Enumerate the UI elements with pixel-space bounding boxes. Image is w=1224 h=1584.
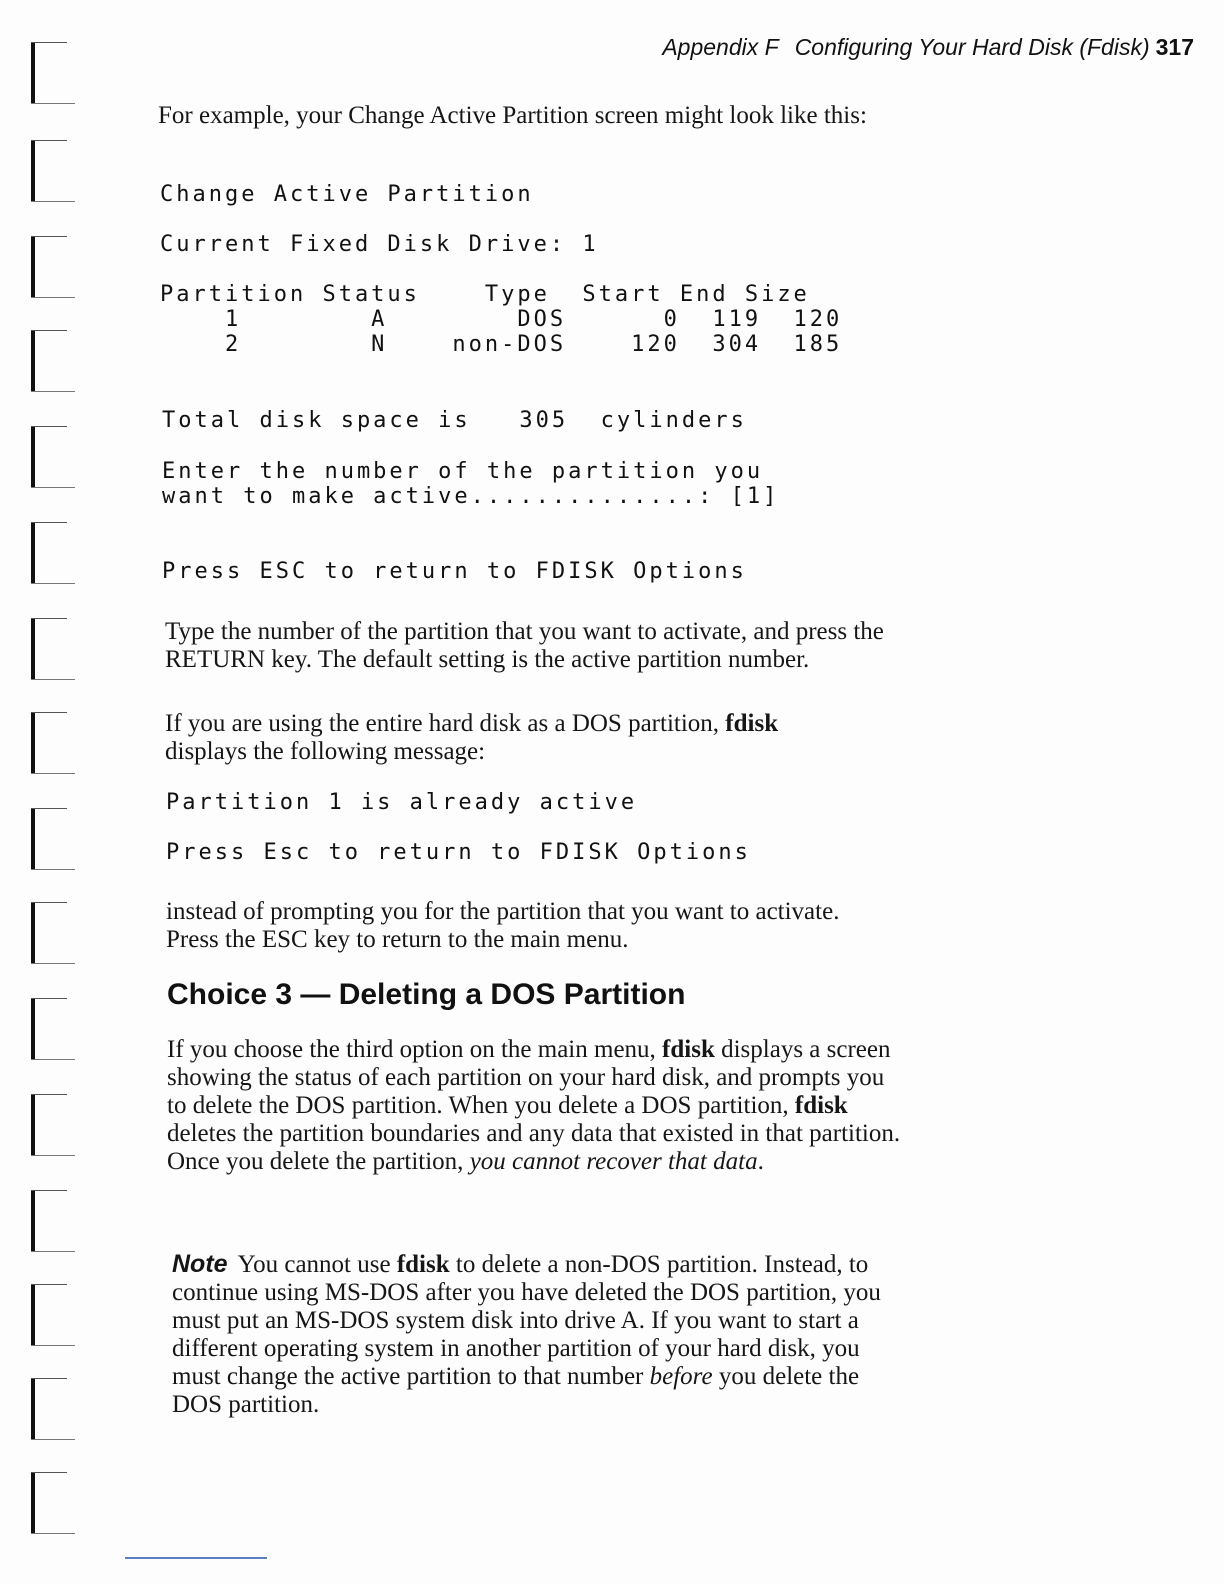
index-tab-mark (31, 1190, 77, 1252)
warning-text: you cannot recover that data (469, 1148, 758, 1175)
intro-paragraph: For example, your Change Active Partition screen might look like this: (158, 102, 867, 129)
footer-rule (125, 1557, 267, 1559)
index-tab-mark (31, 1378, 77, 1440)
section-heading: Choice 3 — Deleting a DOS Partition (167, 978, 686, 1011)
already-active-message: Partition 1 is already active (166, 790, 638, 815)
index-tab-mark (31, 618, 77, 680)
index-tab-mark (31, 42, 77, 104)
screen-drive-line: Current Fixed Disk Drive: 1 (160, 232, 599, 257)
appendix-label: Appendix F (662, 34, 779, 60)
index-tab-mark (31, 1472, 77, 1534)
enter-prompt-line: want to make active..............: [1] (162, 484, 780, 509)
total-disk-space-line: Total disk space is 305 cylinders (162, 408, 747, 433)
index-tab-mark (31, 236, 77, 298)
index-tab-mark (31, 808, 77, 870)
page-number: 317 (1155, 34, 1194, 60)
note-label: Note (172, 1250, 228, 1278)
partition-table-header: Partition Status Type Start End Size (160, 282, 810, 307)
index-tab-mark (31, 522, 77, 584)
index-tab-mark (31, 140, 77, 202)
esc-instruction-line: Press Esc to return to FDISK Options (166, 840, 751, 865)
running-header (662, 34, 1194, 61)
screen-title: Change Active Partition (160, 182, 534, 207)
fdisk-command: fdisk (725, 710, 779, 737)
instead-paragraph: instead of prompting you for the partition that you want to activate. Press the ESC key to return to the main menu. (166, 898, 840, 953)
partition-table-row: 1 A DOS 0 119 120 (160, 307, 843, 332)
partition-table-row: 2 N non-DOS 120 304 185 (160, 332, 843, 357)
note-paragraph: Note You cannot use fdisk to delete a non-DOS partition. Instead, to continue using MS-DOS after you have deleted the DOS partition, you must put an MS-DOS system disk into drive A. If you want to start a different operating system in another partition of your hard disk, you must change the active partition to that number before you delete the DOS partition. (172, 1250, 881, 1418)
type-number-paragraph: Type the number of the partition that you want to activate, and press the RETURN key. The default setting is the active partition number. (165, 618, 884, 673)
index-tab-mark (31, 712, 77, 774)
index-tab-mark (31, 998, 77, 1060)
index-tab-mark (31, 1284, 77, 1346)
enter-prompt-line: Enter the number of the partition you (162, 459, 764, 484)
esc-instruction-line: Press ESC to return to FDISK Options (162, 559, 747, 584)
index-tab-mark (31, 1094, 77, 1156)
return-key-label: RETURN (165, 646, 265, 673)
entire-disk-paragraph: If you are using the entire hard disk as a DOS partition, fdisk displays the following message: (165, 710, 779, 765)
chapter-title: Configuring Your Hard Disk (Fdisk) (794, 34, 1150, 60)
index-tab-mark (31, 330, 77, 392)
esc-key-label: ESC (261, 926, 308, 953)
index-tab-mark (31, 426, 77, 488)
choice-3-paragraph: If you choose the third option on the main menu, fdisk displays a screen showing the status of each partition on your hard disk, and prompts you to delete the DOS partition. When you delete a DOS partition, fdisk deletes the partition boundaries and any data that existed in that partition. Once you delete the partition, you cannot recover that data. (167, 1036, 901, 1175)
index-tab-mark (31, 902, 77, 964)
